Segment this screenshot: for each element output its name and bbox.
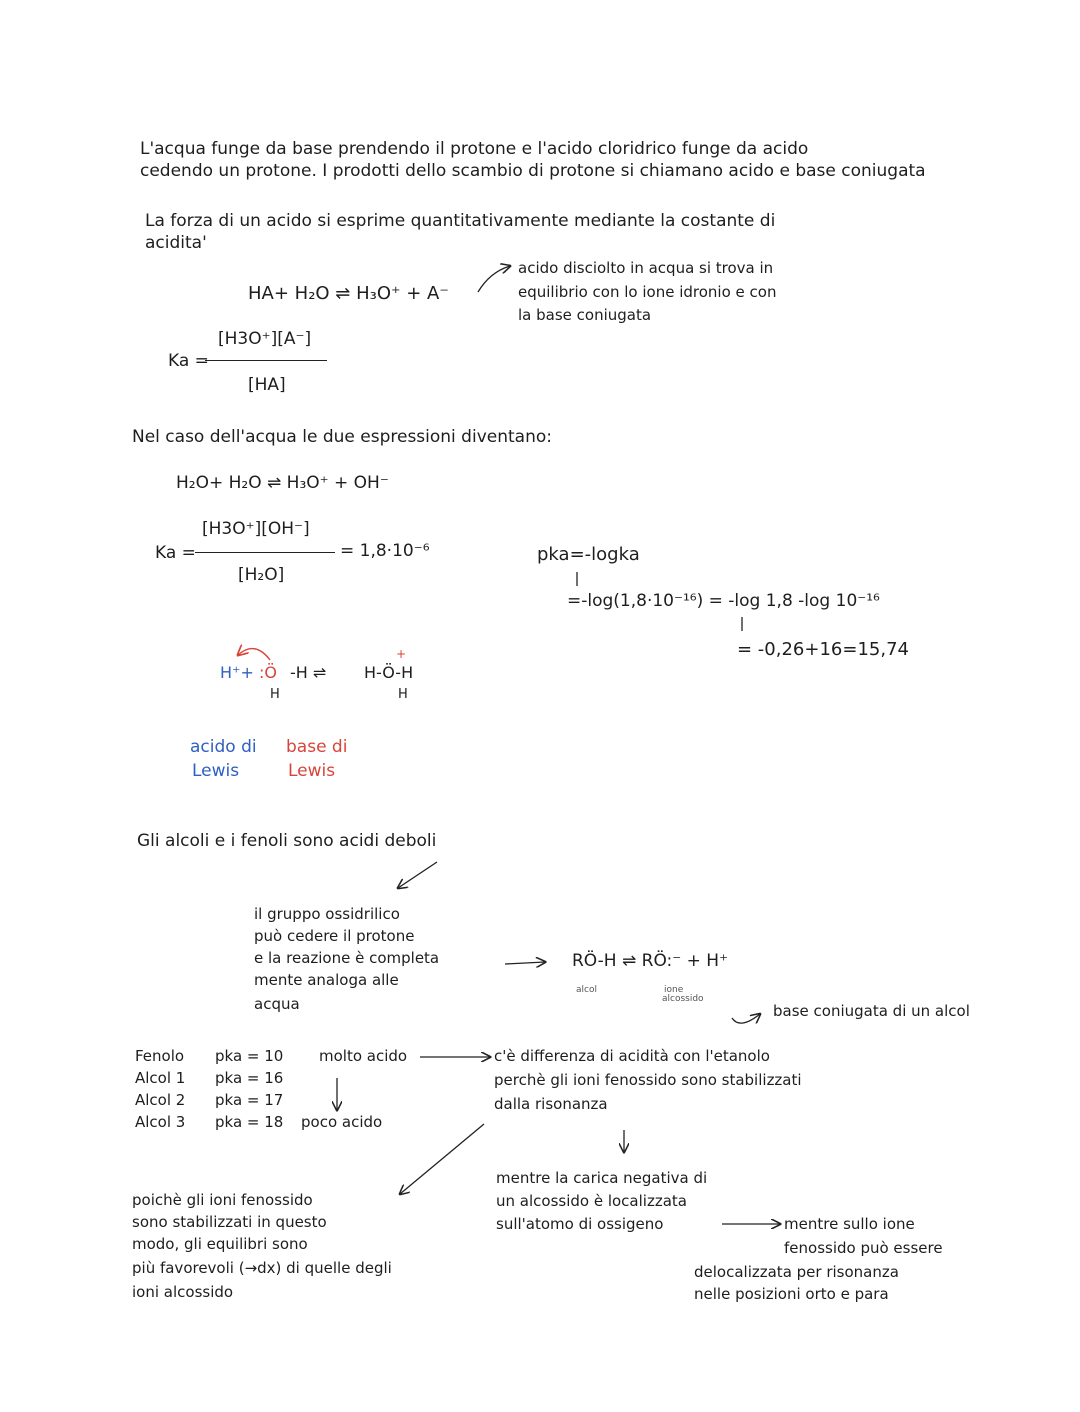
conclusion-line-1: poichè gli ioni fenossido — [132, 1191, 313, 1209]
ka-label: Ka = — [168, 351, 209, 371]
conjugate-base-note: base coniugata di un alcol — [773, 1002, 970, 1020]
water-autoionization: H₂O+ H₂O ⇌ H₃O⁺ + OH⁻ — [176, 473, 389, 493]
pka-row-value: pka = 17 — [215, 1091, 284, 1109]
pka-row-note: poco acido — [301, 1113, 383, 1131]
pka-row-value: pka = 16 — [215, 1069, 284, 1087]
arrow-to-reaction — [505, 962, 545, 964]
alcohol-dissociation: RÖ-H ⇌ RÖ:⁻ + H⁺ — [572, 951, 729, 971]
difference-line-2: perchè gli ioni fenossido sono stabilizzati — [494, 1071, 802, 1089]
lewis-oh-tail: -H ⇌ — [290, 663, 327, 682]
acid-strength-line-2: acidita' — [145, 233, 207, 253]
hydroxyl-desc-2: può cedere il protone — [254, 927, 415, 945]
water-intro: Nel caso dell'acqua le due espressioni diventano: — [132, 427, 552, 447]
pka-row — [135, 1070, 415, 1092]
phenoxide-line-1: mentre sullo ione — [784, 1215, 915, 1233]
pka-step-1: =-log(1,8·10⁻¹⁶) = -log 1,8 -log 10⁻¹⁶ — [567, 591, 880, 611]
pka-row-name: Fenolo — [135, 1047, 185, 1065]
lewis-h-plus: H⁺+ — [220, 663, 254, 682]
ion-tag-1: ione — [664, 985, 684, 995]
alkoxide-line-3: sull'atomo di ossigeno — [496, 1215, 664, 1233]
lewis-h-below-1: H — [270, 687, 280, 702]
conclusion-line-2: sono stabilizzati in questo — [132, 1213, 327, 1231]
acid-dissociation-equation: HA+ H₂O ⇌ H₃O⁺ + A⁻ — [248, 283, 449, 304]
pka-row — [135, 1092, 415, 1114]
ka-fraction-bar — [205, 360, 327, 361]
hydroxyl-desc-5: acqua — [254, 995, 300, 1013]
water-ka-value: = 1,8·10⁻⁶ — [340, 541, 430, 561]
alcol-tag: alcol — [576, 985, 597, 995]
lewis-oxygen: :Ö — [259, 663, 277, 682]
base-label-line-2: Lewis — [288, 761, 336, 781]
pka-row — [135, 1048, 415, 1070]
pka-row-name: Alcol 1 — [135, 1069, 186, 1087]
hydroxyl-desc-3: e la reazione è completa — [254, 949, 440, 967]
arrow-eq1-note — [478, 266, 510, 292]
hydroxyl-desc-4: mente analoga alle — [254, 971, 399, 989]
lewis-hydronium: H-Ö-H — [364, 663, 414, 682]
acid-strength-line-1: La forza di un acido si esprime quantitativamente mediante la costante di — [145, 211, 776, 231]
acid-label-line-2: Lewis — [192, 761, 240, 781]
pka-row-value: pka = 10 — [215, 1047, 284, 1065]
alkoxide-line-1: mentre la carica negativa di — [496, 1169, 708, 1187]
lewis-plus-charge: + — [396, 647, 407, 661]
phenoxide-line-3: delocalizzata per risonanza — [694, 1263, 899, 1281]
alcohols-title: Gli alcoli e i fenoli sono acidi deboli — [137, 831, 437, 851]
phenoxide-line-4: nelle posizioni orto e para — [694, 1285, 889, 1303]
pka-row-value: pka = 18 — [215, 1113, 284, 1131]
arrow-alcohols-down — [398, 862, 437, 888]
water-ka-denominator: [H₂O] — [238, 565, 285, 585]
conclusion-line-3: modo, gli equilibri sono — [132, 1235, 308, 1253]
water-ka-numerator: [H3O⁺][OH⁻] — [202, 519, 310, 539]
eq1-note-1: acido disciolto in acqua si trova in — [518, 259, 774, 277]
acid-label-line-1: acido di — [190, 737, 257, 757]
pka-row — [135, 1114, 415, 1136]
eq1-note-2: equilibrio con lo ione idronio e con — [518, 283, 777, 301]
pka-result: = -0,26+16=15,74 — [737, 639, 909, 660]
intro-line-1: L'acqua funge da base prendendo il protone e l'acido cloridrico funge da acido — [140, 139, 809, 159]
base-label-line-1: base di — [286, 737, 348, 757]
difference-line-1: c'è differenza di acidità con l'etanolo — [494, 1047, 770, 1065]
pka-list — [135, 1048, 415, 1136]
ka-denominator: [HA] — [248, 375, 286, 395]
difference-line-3: dalla risonanza — [494, 1095, 608, 1113]
alkoxide-line-2: un alcossido è localizzata — [496, 1192, 687, 1210]
pka-row-name: Alcol 2 — [135, 1091, 186, 1109]
pka-row-name: Alcol 3 — [135, 1113, 186, 1131]
water-ka-label: Ka = — [155, 543, 196, 563]
pka-row-note: molto acido — [319, 1047, 408, 1065]
pka-definition: pka=-logka — [537, 544, 640, 565]
ka-numerator: [H3O⁺][A⁻] — [218, 329, 312, 349]
arrow-lewis-curved — [238, 649, 270, 660]
intro-line-2: cedendo un protone. I prodotti dello scambio di protone si chiamano acido e base coniugata — [140, 161, 926, 181]
phenoxide-line-2: fenossido può essere — [784, 1239, 943, 1257]
eq1-note-3: la base coniugata — [518, 306, 652, 324]
arrow-conj-base — [732, 1014, 760, 1023]
lewis-h-below-2: H — [398, 687, 408, 702]
ion-tag-2: alcossido — [662, 994, 704, 1004]
hydroxyl-desc-1: il gruppo ossidrilico — [254, 905, 400, 923]
water-ka-fraction-bar — [195, 552, 335, 553]
conclusion-line-4: più favorevoli (→dx) di quelle degli — [132, 1259, 392, 1277]
conclusion-line-5: ioni alcossido — [132, 1283, 234, 1301]
